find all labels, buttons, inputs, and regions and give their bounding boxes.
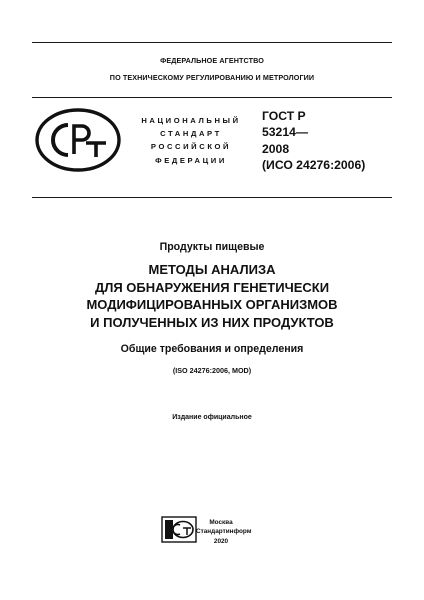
document-subject: Продукты пищевые [159,241,265,253]
publisher-name: Стандартинформ [196,528,252,536]
national-standard-line: СТАНДАРТ [160,129,222,139]
designation-line: (ИСО 24276:2006) [262,158,366,173]
title-line: ДЛЯ ОБНАРУЖЕНИЯ ГЕНЕТИЧЕСКИ [94,279,330,295]
designation-line: 53214— [262,125,309,140]
national-standard-line: ФЕДЕРАЦИИ [155,155,227,165]
header-rule [32,97,392,98]
document-title [32,261,392,331]
iso-reference: (ISO 24276:2006, MOD) [172,366,252,375]
rst-emblem-icon [34,107,122,173]
publisher-city: Москва [209,519,233,526]
title-line: МОДИФИЦИРОВАННЫХ ОРГАНИЗМОВ [86,297,338,313]
top-rule [32,42,392,43]
national-standard-block [132,114,250,167]
edition-note: Издание официальное [172,414,252,421]
section-rule [32,197,392,198]
document-subtitle: Общие требования и определения [120,343,304,355]
standard-designation [262,108,392,174]
designation-line: ГОСТ Р [262,109,306,123]
agency-line-2: ПО ТЕХНИЧЕСКОМУ РЕГУЛИРОВАНИЮ И МЕТРОЛОГИИ [109,73,315,82]
publication-year: 2020 [213,537,229,545]
designation-line: 2008 [262,141,290,156]
title-line: И ПОЛУЧЕННЫХ ИЗ НИХ ПРОДУКТОВ [90,314,334,330]
title-line: МЕТОДЫ АНАЛИЗА [148,262,276,277]
national-standard-line: НАЦИОНАЛЬНЫЙ [141,116,241,125]
publisher-imprint [196,518,252,546]
agency-line-1: ФЕДЕРАЛЬНОЕ АГЕНТСТВО [160,56,264,65]
standartinform-logo-icon [161,516,197,543]
national-standard-line: РОССИЙСКОЙ [150,142,232,152]
